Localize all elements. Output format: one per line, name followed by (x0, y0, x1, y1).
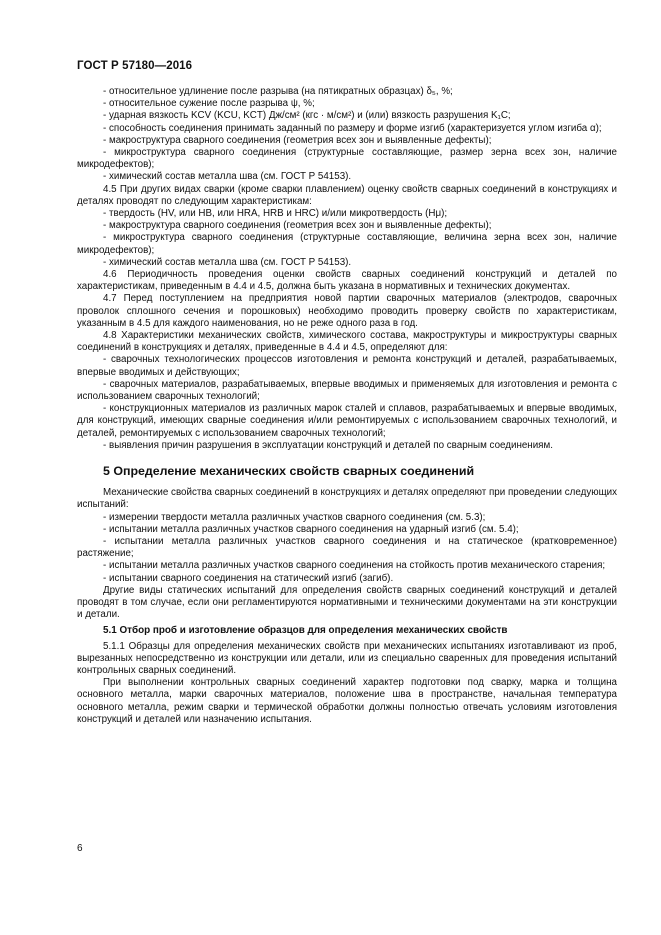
list-item: - сварочных технологических процессов изготовления и ремонта конструкций и деталей, разрабатываемых, впервые вводимых и действующих; (77, 354, 617, 378)
list-item: - химический состав металла шва (см. ГОСТ Р 54153). (103, 256, 352, 268)
list-item: - сварочных материалов, разрабатываемых, впервые вводимых и применяемых для изготовления и ремонта с использованием сварочных технологий; (77, 378, 617, 403)
list-item: - относительное удлинение после разрыва (на пятикратных образцах) δ₅, %; (103, 86, 453, 97)
list-item: - макроструктура сварного соединения (геометрия всех зон и выявленные дефекты); (103, 220, 492, 232)
list-item: - микроструктура сварного соединения (структурные составляющие, размер зерна всех зон, наличие микродефектов); (77, 147, 617, 171)
clause-4-5: 4.5 При других видах сварки (кроме сварки плавлением) оценку свойств сварных соединений в конструкциях и деталях проводят по следующим характеристикам: (77, 183, 617, 207)
list-item: - ударная вязкость KCV (KCU, KCT) Дж/см² (кгс · м/см²) и (или) вязкость разрушения K₁C; (103, 110, 511, 122)
section-5-heading: 5 Определение механических свойств сварных соединений (103, 464, 475, 479)
list-item: - конструкционных материалов из различных марок сталей и сплавов, разрабатываемых и впервые вводимых, для конструкций, имеющих сварные соединения и/или ремонтируемых с использованием сварочных технологий, и деталей, ремонтируемых с использованием сварочных технологий; (77, 403, 617, 439)
page-number: 6 (77, 843, 83, 854)
list-item: - выявления причин разрушения в эксплуатации конструкций и деталей по сварным соединениям. (103, 439, 553, 451)
section-5-1-heading: 5.1 Отбор проб и изготовление образцов для определения механических свойств (103, 625, 508, 637)
list-item: - испытании металла различных участков сварного соединения на ударный изгиб (см. 5.4); (103, 523, 519, 535)
section-5-paragraph: Другие виды статических испытаний для определения свойств сварных соединений конструкций и деталей проводят в том случае, если они регламентируются нормативными и техническими документами на эти конструкции и детали. (77, 584, 617, 621)
clause-4-6: 4.6 Периодичность проведения оценки свойств сварных соединений конструкций и деталей по характеристикам, приведенным в 4.4 и 4.5, должна быть указана в нормативных и технических документах. (77, 269, 617, 293)
list-item: - испытании сварного соединения на статический изгиб (загиб). (103, 572, 394, 584)
section-5-1-paragraph: При выполнении контрольных сварных соединений характер подготовки под сварку, марка и толщина основного металла, марки сварочных материалов, положение шва в пространстве, начальная температура основного металла, режим сварки и термической обработки должны полностью отвечать условиям изготовления конструкций и деталей или назначению испытания. (77, 677, 617, 725)
clause-4-7: 4.7 Перед поступлением на предприятия новой партии сварочных материалов (электродов, сварочных проволок сплошного сечения и порошковых) необходимо проводить проверку свойств по характеристикам, указанным в 4.5 для каждого наименования, но не реже одного раза в год. (77, 293, 617, 329)
list-item: - микроструктура сварного соединения (структурные составляющие, величина зерна всех зон, наличие микродефектов); (77, 232, 617, 256)
document-header: ГОСТ Р 57180—2016 (77, 60, 193, 72)
list-item: - испытании металла различных участков сварного соединения и на статическое (кратковременное) растяжение; (77, 535, 617, 560)
list-item: - химический состав металла шва (см. ГОСТ Р 54153). (103, 171, 352, 183)
list-item: - твердость (HV, или HB, или HRA, HRB и HRC) и/или микротвердость (Hμ); (103, 208, 448, 220)
section-5-paragraph: Механические свойства сварных соединений в конструкциях и деталях определяют при проведении следующих испытаний: (77, 487, 617, 511)
clause-4-8: 4.8 Характеристики механических свойств, химического состава, макроструктуры и микроструктуры сварных соединений в конструкциях и деталях, приведенные в 4.4 и 4.5, определяют для: (77, 330, 617, 354)
page-content (77, 86, 617, 726)
list-item: - испытании металла различных участков сварного соединения на стойкость против механического старения; (103, 560, 606, 572)
clause-5-1-1: 5.1.1 Образцы для определения механических свойств при механических испытаниях изготавливают из проб, вырезанных непосредственно из конструкции или детали, или из специально сваренных для проведения испытаний контрольных сварных соединений. (77, 640, 617, 676)
list-item: - измерении твердости металла различных участков сварного соединения (см. 5.3); (103, 511, 486, 523)
list-item: - способность соединения принимать заданный по размеру и форме изгиб (характеризуется углом изгиба α); (103, 122, 602, 134)
list-item: - макроструктура сварного соединения (геометрия всех зон и выявленные дефекты); (103, 134, 492, 146)
list-item: - относительное сужение после разрыва ψ, %; (103, 98, 315, 110)
